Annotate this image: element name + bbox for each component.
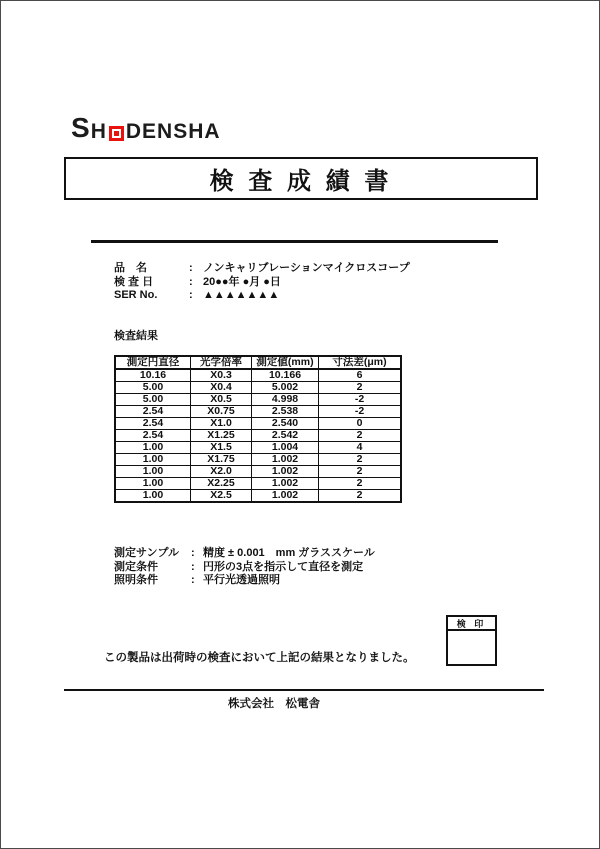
header-cell-magnification: 光学倍率	[191, 356, 252, 369]
measurement-condition-row	[114, 561, 375, 575]
table-cell: 2	[319, 478, 402, 490]
table-row	[115, 406, 401, 418]
measurement-condition-value: 円形の3点を指示して直径を測定	[203, 560, 364, 573]
table-cell: 1.00	[115, 466, 191, 478]
table-cell: 2.54	[115, 406, 191, 418]
colon-separator: :	[189, 262, 193, 274]
table-cell: -2	[319, 406, 402, 418]
table-row	[115, 430, 401, 442]
table-cell: 2	[319, 382, 402, 394]
logo-letter-h: H	[90, 120, 107, 143]
table-cell: 5.002	[252, 382, 319, 394]
table-cell: -2	[319, 394, 402, 406]
logo-letter-s: S	[71, 112, 91, 143]
table-cell: 2.54	[115, 418, 191, 430]
inspection-stamp-label: 検 印	[448, 617, 495, 631]
table-cell: 4.998	[252, 394, 319, 406]
table-cell: X2.5	[191, 490, 252, 503]
table-cell: 1.002	[252, 454, 319, 466]
table-cell: X0.5	[191, 394, 252, 406]
result-statement: この製品は出荷時の検査において上記の結果となりました。	[104, 652, 415, 664]
colon-separator: :	[191, 560, 195, 573]
table-cell: X0.75	[191, 406, 252, 418]
results-table-body	[115, 369, 401, 502]
footer-divider-line	[64, 689, 544, 691]
header-cell-dimension-diff: 寸法差(μm)	[319, 356, 402, 369]
colon-separator: :	[191, 547, 195, 559]
inspection-stamp-box	[446, 615, 497, 666]
table-cell: X2.0	[191, 466, 252, 478]
table-cell: 2.538	[252, 406, 319, 418]
lighting-condition-label: 照明条件	[114, 574, 158, 586]
table-row	[115, 394, 401, 406]
colon-separator: :	[189, 289, 193, 301]
measurement-conditions-block	[114, 547, 375, 588]
certificate-title-box	[64, 157, 538, 200]
table-cell: 1.002	[252, 466, 319, 478]
product-name-row	[114, 262, 410, 276]
table-cell: 2	[319, 430, 402, 442]
title-divider-line	[91, 240, 498, 243]
table-cell: 1.002	[252, 490, 319, 503]
table-cell: 5.00	[115, 394, 191, 406]
colon-separator: :	[191, 574, 195, 586]
table-row	[115, 454, 401, 466]
table-cell: X1.5	[191, 442, 252, 454]
table-row	[115, 369, 401, 382]
measurement-condition-label: 測定条件	[114, 560, 158, 573]
table-cell: 1.00	[115, 490, 191, 503]
table-cell: 6	[319, 369, 402, 382]
table-cell: 0	[319, 418, 402, 430]
shodensha-logo	[71, 114, 221, 142]
header-cell-measured-value: 測定値(mm)	[252, 356, 319, 369]
product-name-label: 品 名	[114, 262, 147, 274]
table-cell: 4	[319, 442, 402, 454]
table-cell: 5.00	[115, 382, 191, 394]
measurement-sample-row	[114, 547, 375, 561]
table-row	[115, 442, 401, 454]
table-cell: 2.542	[252, 430, 319, 442]
table-cell: X0.4	[191, 382, 252, 394]
header-cell-diameter: 測定円直径	[115, 356, 191, 369]
table-cell: 10.16	[115, 369, 191, 382]
table-cell: 1.00	[115, 478, 191, 490]
table-row	[115, 466, 401, 478]
table-row	[115, 418, 401, 430]
certificate-title: 検 査 成 績 書	[209, 168, 393, 195]
logo-letters-densha: DENSHA	[125, 120, 221, 143]
red-square-icon	[109, 126, 124, 141]
lighting-condition-row	[114, 574, 375, 588]
table-cell: X0.3	[191, 369, 252, 382]
table-cell: 1.00	[115, 454, 191, 466]
table-cell: X2.25	[191, 478, 252, 490]
inspection-date-value: 20●●年 ●月 ●日	[203, 275, 281, 288]
inspection-date-row	[114, 276, 410, 290]
table-cell: 2	[319, 490, 402, 503]
company-name: 株式会社 松電舎	[228, 698, 320, 710]
inspection-date-label: 検 査 日	[114, 275, 154, 288]
table-cell: 2	[319, 466, 402, 478]
table-cell: 2.540	[252, 418, 319, 430]
table-cell: 1.004	[252, 442, 319, 454]
product-info-block	[114, 262, 410, 303]
measurement-sample-value: 精度 ± 0.001 mm ガラススケール	[203, 547, 375, 559]
results-heading: 検査結果	[114, 330, 158, 342]
table-row	[115, 490, 401, 503]
table-cell: X1.75	[191, 454, 252, 466]
table-row	[115, 478, 401, 490]
measurement-sample-label: 測定サンプル	[114, 547, 180, 559]
product-name-value: ノンキャリブレーションマイクロスコープ	[203, 262, 410, 274]
colon-separator: :	[189, 275, 193, 288]
table-cell: 10.166	[252, 369, 319, 382]
red-square-inner-dot	[114, 131, 119, 136]
results-table-head	[115, 356, 401, 369]
table-cell: 2	[319, 454, 402, 466]
results-table	[114, 355, 402, 503]
table-header-row	[115, 356, 401, 369]
serial-number-row	[114, 289, 410, 303]
table-cell: X1.0	[191, 418, 252, 430]
table-cell: 2.54	[115, 430, 191, 442]
serial-number-label: SER No.	[114, 289, 158, 301]
table-cell: 1.002	[252, 478, 319, 490]
serial-number-value: ▲▲▲▲▲▲▲	[203, 289, 280, 301]
lighting-condition-value: 平行光透過照明	[203, 574, 280, 586]
table-cell: 1.00	[115, 442, 191, 454]
table-row	[115, 382, 401, 394]
table-cell: X1.25	[191, 430, 252, 442]
